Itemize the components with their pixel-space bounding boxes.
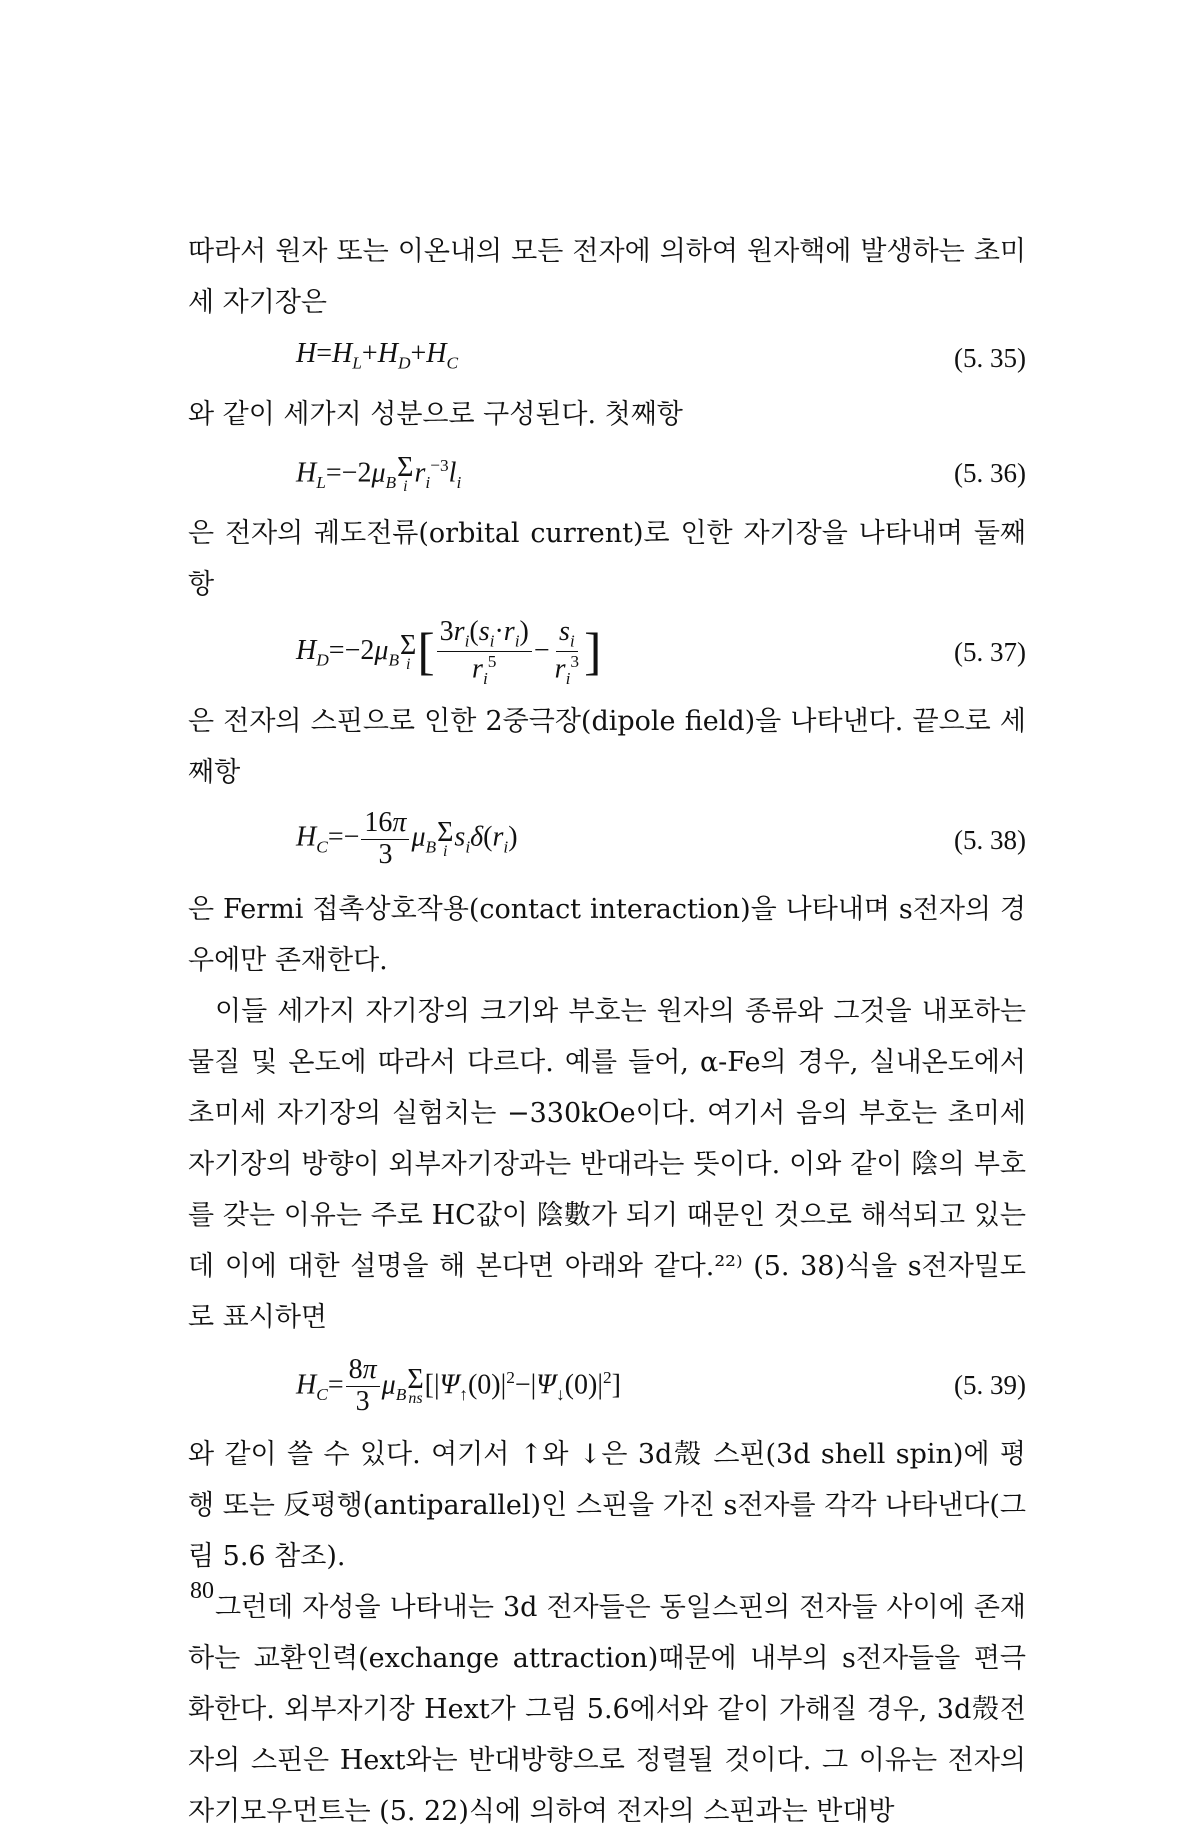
paragraph: 따라서 원자 또는 이온내의 모든 전자에 의하여 원자핵에 발생하는 초미세 자기장은 [188,236,1026,318]
equation-number: (5. 37) [954,637,1026,668]
paragraph: 은 전자의 궤도전류(orbital current)로 인한 자기장을 나타내며 둘째항 [188,517,1026,600]
equation-number: (5. 39) [954,1370,1026,1401]
equation-body: $H_C=$ $\frac{8\pi}{3}$ $\mu_B$ Σ ns $[|\Psi_↑(0)|^2-|\Psi_↓(0)|^2]$ [296,1354,621,1417]
paragraph: 이들 세가지 자기장의 크기와 부호는 원자의 종류와 그것을 내포하는 물질 및 온도에 따라서 다르다. 예를 들어, α-Fe의 경우, 실내온도에서 초미세 자기장의 실험치는 −330kOe이다. 여기서 음의 부호는 초미세 자기장의 방향이 외부자기장과는 반대라는 뜻이다. 이와 같이 陰의 부호를 갖는 이유는 주로 HC값이 陰數가 되기 때문인 것으로 해석되고 있는데 이에 대한 설명을 해 본다면 아래와 같다.²²⁾ (5. 38)식을 s전자밀도로 표시하면 [188,995,1026,1333]
equation-5-38 [188,798,1026,884]
equation-body: $H_C=-$ $\frac{16\pi}{3}$ $\mu_B$ Σ i $s_i\delta(r_i)$ [296,807,518,871]
equation-number: (5. 35) [954,342,1026,373]
equation-body: $H=H_L+H_D+H_C$ [296,338,459,373]
paragraph: 와 같이 쓸 수 있다. 여기서 ↑와 ↓은 3d殼 스핀(3d shell spin)에 평행 또는 反평행(antiparallel)인 스핀을 가진 s전자를 각각 나타낸다(그림 5.6 참조). [188,1438,1026,1572]
paragraph: 은 전자의 스핀으로 인한 2중극장(dipole field)을 나타낸다. 끝으로 세째항 [188,705,1026,788]
equation-5-35 [188,328,1026,389]
equation-5-36 [188,440,1026,508]
equation-body: $H_L=-2\mu_B$ Σ i $r_i^{-3}l_i$ [296,451,462,495]
paragraph: 은 Fermi 접촉상호작용(contact interaction)을 나타내며 s전자의 경우에만 존재한다. [188,893,1026,976]
paragraph: 그런데 자성을 나타내는 3d 전자들은 동일스핀의 전자들 사이에 존재하는 교환인력(exchange attraction)때문에 내부의 s전자들을 편극화한다. 외부자기장 Hext가 그림 5.6에서와 같이 가해질 경우, 3d殼전자의 스핀은 Hext와는 반대방향으로 정렬될 것이다. 그 이유는 전자의 자기모우먼트는 (5. 22)식에 의하여 전자의 스핀과는 반대방 [188,1591,1026,1827]
equation-5-37 [188,610,1026,696]
body-text [188,226,1026,1837]
equation-body: $H_D=-2\mu_B$ Σ i [ $\frac{3r_i(s_i\cdot r_i)}{r_i^5}$ − $\frac{s_i}{r_i^3}$ ] [296,616,602,688]
page-number: 80 [190,1578,214,1604]
paragraph: 와 같이 세가지 성분으로 구성된다. 첫째항 [188,398,683,430]
equation-number: (5. 38) [954,825,1026,856]
equation-number: (5. 36) [954,458,1026,489]
equation-5-39 [188,1343,1026,1429]
